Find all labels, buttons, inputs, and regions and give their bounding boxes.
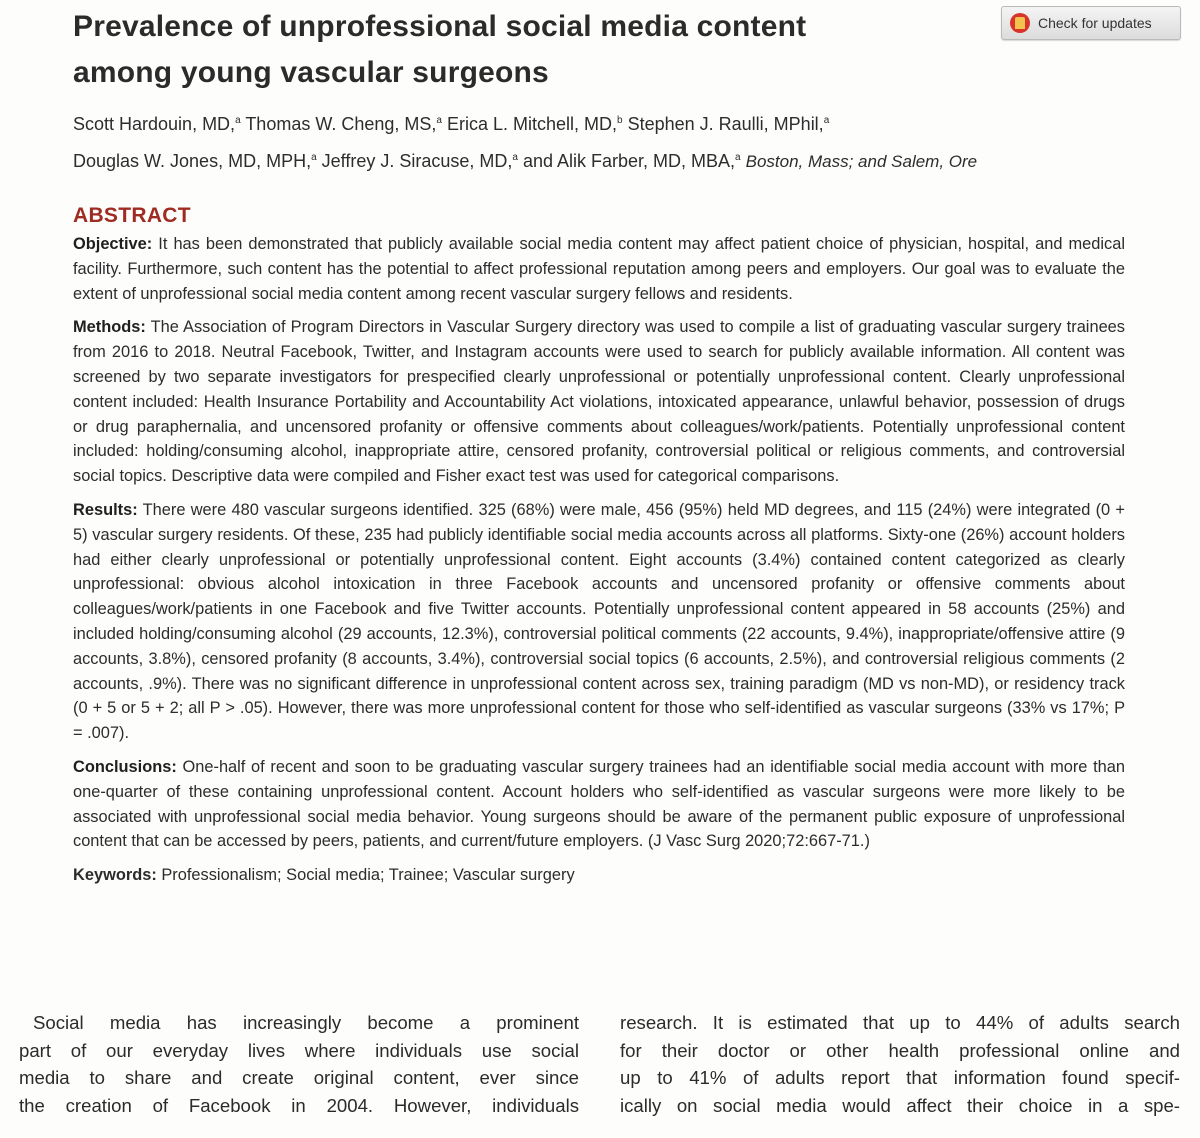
author-name: and Alik Farber, MD, MBA, <box>522 151 736 171</box>
results-text: There were 480 vascular surgeons identified. 325 (68%) were male, 456 (95%) held MD degrees, and 115 (24%) were integrated (0 + 5) vascular surgery residents. Of these, 235 had publicly identifiable social media accounts across all platforms. Sixty-one (26%) account holders had either clearly unprofessional or potentially unprofessional content. Eight accounts (3.4%) contained content categorized as clearly unprofessional: obvious alcohol intoxication in three Facebook accounts and uncensored profanity or offensive comments about colleagues/work/patients in one Facebook and five Twitter accounts. Potentially unprofessional content appeared in 58 accounts (25%) and included holding/consuming alcohol (29 accounts, 12.3%), controversial political comments (22 accounts, 9.4%), inappropriate/offensive attire (9 accounts, 3.8%), censored profanity (8 accounts, 3.4%), controversial social topics (6 accounts, 2.5%), and controversial religious comments (2 accounts, .9%). There was no significant difference in unprofessional content across sex, training paradigm (MD vs non-MD), or residency track (0 + 5 or 5 + 2; all P > .05). However, there was more unprofessional content for those who self-identified as vascular surgeons (33% vs 17%; P = .007). <box>73 500 1125 743</box>
objective-text: It has been demonstrated that publicly available social media content may affect patient choice of physician, hospital, and medical facility. Furthermore, such content has the potential to affect professional reputation among peers and employers. Our goal was to evaluate the extent of unprofessional social media content among recent vascular surgery fellows and residents. <box>73 235 1125 303</box>
body-column-right <box>620 1009 1180 1138</box>
author-line-1 <box>73 104 1163 141</box>
author-affiliation-mark: b <box>617 115 623 126</box>
results-label: Results: <box>73 500 138 519</box>
author-name: Stephen J. Raulli, MPhil, <box>627 114 824 134</box>
body-text-line: ically on social media would affect their choice in a spe- <box>620 1094 1180 1116</box>
abstract-methods <box>73 315 1125 489</box>
crossmark-icon <box>1010 13 1030 33</box>
author-name: Erica L. Mitchell, MD, <box>446 114 618 134</box>
body-text-line: the creation of Facebook in 2004. However, individuals <box>19 1094 579 1116</box>
author-line-2 <box>73 141 1163 178</box>
conclusions-text: One-half of recent and soon to be graduating vascular surgery trainees had an identifiable social media account with more than one-quarter of these containing unprofessional content. Account holders who self-identified as vascular surgeons were more likely to be associated with unprofessional social media behavior. Young surgeons should be aware of the permanent public exposure of unprofessional content that can be accessed by peers, patients, and current/future employers. (J Vasc Surg 2020;72:667-71.) <box>73 757 1125 851</box>
body-text-line: for their doctor or other health professional online and <box>620 1039 1180 1061</box>
conclusions-label: Conclusions: <box>73 757 177 776</box>
body-text-line: part of our everyday lives where individuals use social <box>19 1039 579 1061</box>
body-text-line: research. It is estimated that up to 44% of adults search <box>620 1012 1180 1033</box>
author-list <box>73 104 1163 178</box>
article-title-line-2: among young vascular surgeons <box>73 56 549 89</box>
author-name: Jeffrey J. Siracuse, MD, <box>321 151 513 171</box>
author-name: Douglas W. Jones, MD, MPH, <box>73 151 312 171</box>
abstract-objective <box>73 232 1125 306</box>
check-for-updates-button[interactable] <box>1001 6 1181 40</box>
methods-label: Methods: <box>73 318 146 337</box>
body-text-line: Social media has increasingly become a prominent <box>33 1012 579 1033</box>
abstract-keywords <box>73 863 1125 887</box>
keywords-text: Professionalism; Social media; Trainee; Vascular surgery <box>161 866 575 885</box>
author-affiliation-mark: a <box>735 152 741 163</box>
author-name: Thomas W. Cheng, MS, <box>245 114 437 134</box>
objective-label: Objective: <box>73 235 153 253</box>
author-affiliation-mark: a <box>436 115 442 126</box>
methods-text: The Association of Program Directors in Vascular Surgery directory was used to compile a list of graduating vascular surgery trainees from 2016 to 2018. Neutral Facebook, Twitter, and Instagram accounts were used to search for publicly available information. All content was screened by two separate investigators for prespecified clearly unprofessional or potentially unprofessional content. Clearly unprofessional content included: Health Insurance Portability and Accountability Act violations, intoxicated appearance, unlawful behavior, possession of drugs or drug paraphernalia, and uncensored profanity or offensive comments about colleagues/work/patients. Potentially unprofessional content included: holding/consuming alcohol, inappropriate attire, censored profanity, controversial political or religious comments, and controversial social topics. Descriptive data were compiled and Fisher exact test was used for categorical comparisons. <box>73 318 1125 486</box>
keywords-label: Keywords: <box>73 866 157 885</box>
article-title-line-1: Prevalence of unprofessional social media content <box>73 10 807 43</box>
author-name: Scott Hardouin, MD, <box>73 114 236 134</box>
author-location: Boston, Mass; and Salem, Ore <box>745 152 978 171</box>
abstract-results <box>73 498 1125 746</box>
body-text-line: media to share and create original content, ever since <box>19 1067 579 1088</box>
author-affiliation-mark: a <box>235 115 241 126</box>
body-column-left <box>19 1009 579 1138</box>
article-title <box>73 4 973 96</box>
abstract-body <box>73 232 1125 887</box>
author-affiliation-mark: a <box>311 152 317 163</box>
check-for-updates-label: Check for updates <box>1038 15 1152 31</box>
author-affiliation-mark: a <box>512 152 518 163</box>
abstract-heading: ABSTRACT <box>73 204 191 227</box>
body-text-line: up to 41% of adults report that information found specif- <box>620 1067 1180 1088</box>
author-affiliation-mark: a <box>823 115 830 126</box>
abstract-conclusions <box>73 755 1125 854</box>
